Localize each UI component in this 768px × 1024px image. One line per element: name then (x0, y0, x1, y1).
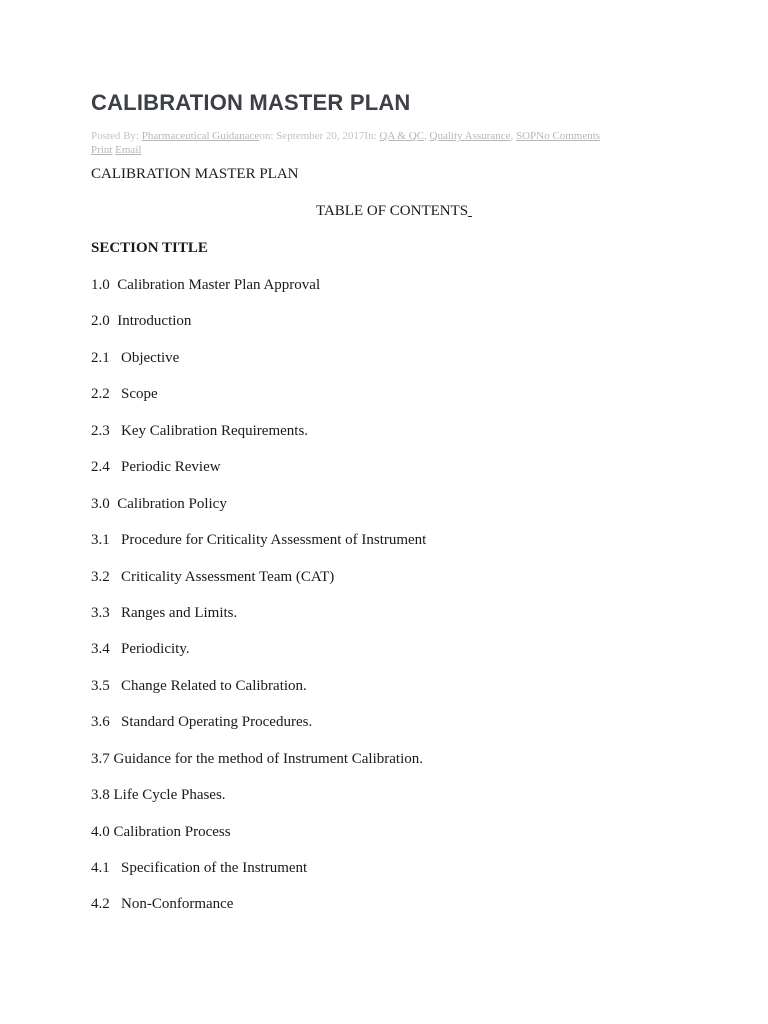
toc-item: 3.3 Ranges and Limits. (91, 604, 238, 621)
category-link-sop[interactable]: SOP (515, 130, 537, 142)
email-link[interactable]: Email (115, 144, 142, 156)
author-link[interactable]: Pharmaceutical Guidanace (141, 130, 260, 142)
toc-item: 3.5 Change Related to Calibration. (91, 677, 307, 694)
toc-item: 1.0 Calibration Master Plan Approval (91, 277, 321, 293)
post-meta (91, 129, 651, 157)
toc-item: 4.0 Calibration Process (91, 823, 231, 840)
toc-item: 3.7 Guidance for the method of Instrument Calibration. (91, 750, 423, 767)
toc-item: 3.1 Procedure for Criticality Assessment of Instrument (91, 532, 427, 549)
toc-item: 3.6 Standard Operating Procedures. (91, 714, 313, 731)
category-link-qa-qc[interactable]: QA & QC (379, 130, 425, 142)
toc-item: 3.8 Life Cycle Phases. (91, 787, 226, 804)
toc-item: 3.0 Calibration Policy (91, 495, 227, 512)
toc-item: 4.2 Non-Conformance (91, 896, 234, 913)
toc-item: 4.1 Specification of the Instrument (91, 860, 308, 876)
document-subtitle: CALIBRATION MASTER PLAN (91, 166, 299, 182)
toc-heading (316, 203, 472, 220)
toc-item: 3.2 Criticality Assessment Team (CAT) (91, 568, 335, 585)
category-link-quality-assurance[interactable]: Quality Assurance (429, 130, 511, 142)
toc-list (91, 276, 426, 932)
toc-heading-text: TABLE OF CONTENTS (316, 203, 469, 219)
toc-item: 2.3 Key Calibration Requirements. (91, 422, 309, 439)
toc-item: 2.0 Introduction (91, 313, 192, 330)
category-separator: , (510, 130, 516, 142)
section-title-heading: SECTION TITLE (91, 240, 208, 256)
toc-heading-underline (468, 203, 472, 219)
toc-item: 2.4 Periodic Review (91, 459, 221, 476)
toc-item: 2.1 Objective (91, 349, 180, 366)
comments-link[interactable]: No Comments (536, 130, 601, 142)
print-link[interactable]: Print (91, 144, 113, 156)
toc-item: 2.2 Scope (91, 386, 158, 403)
page-title: CALIBRATION MASTER PLAN (91, 90, 411, 115)
posted-by-label: Posted By: (91, 130, 142, 142)
category-separator: , (424, 130, 430, 142)
post-date: on: September 20, 2017In: (259, 130, 380, 142)
toc-item: 3.4 Periodicity. (91, 641, 190, 658)
